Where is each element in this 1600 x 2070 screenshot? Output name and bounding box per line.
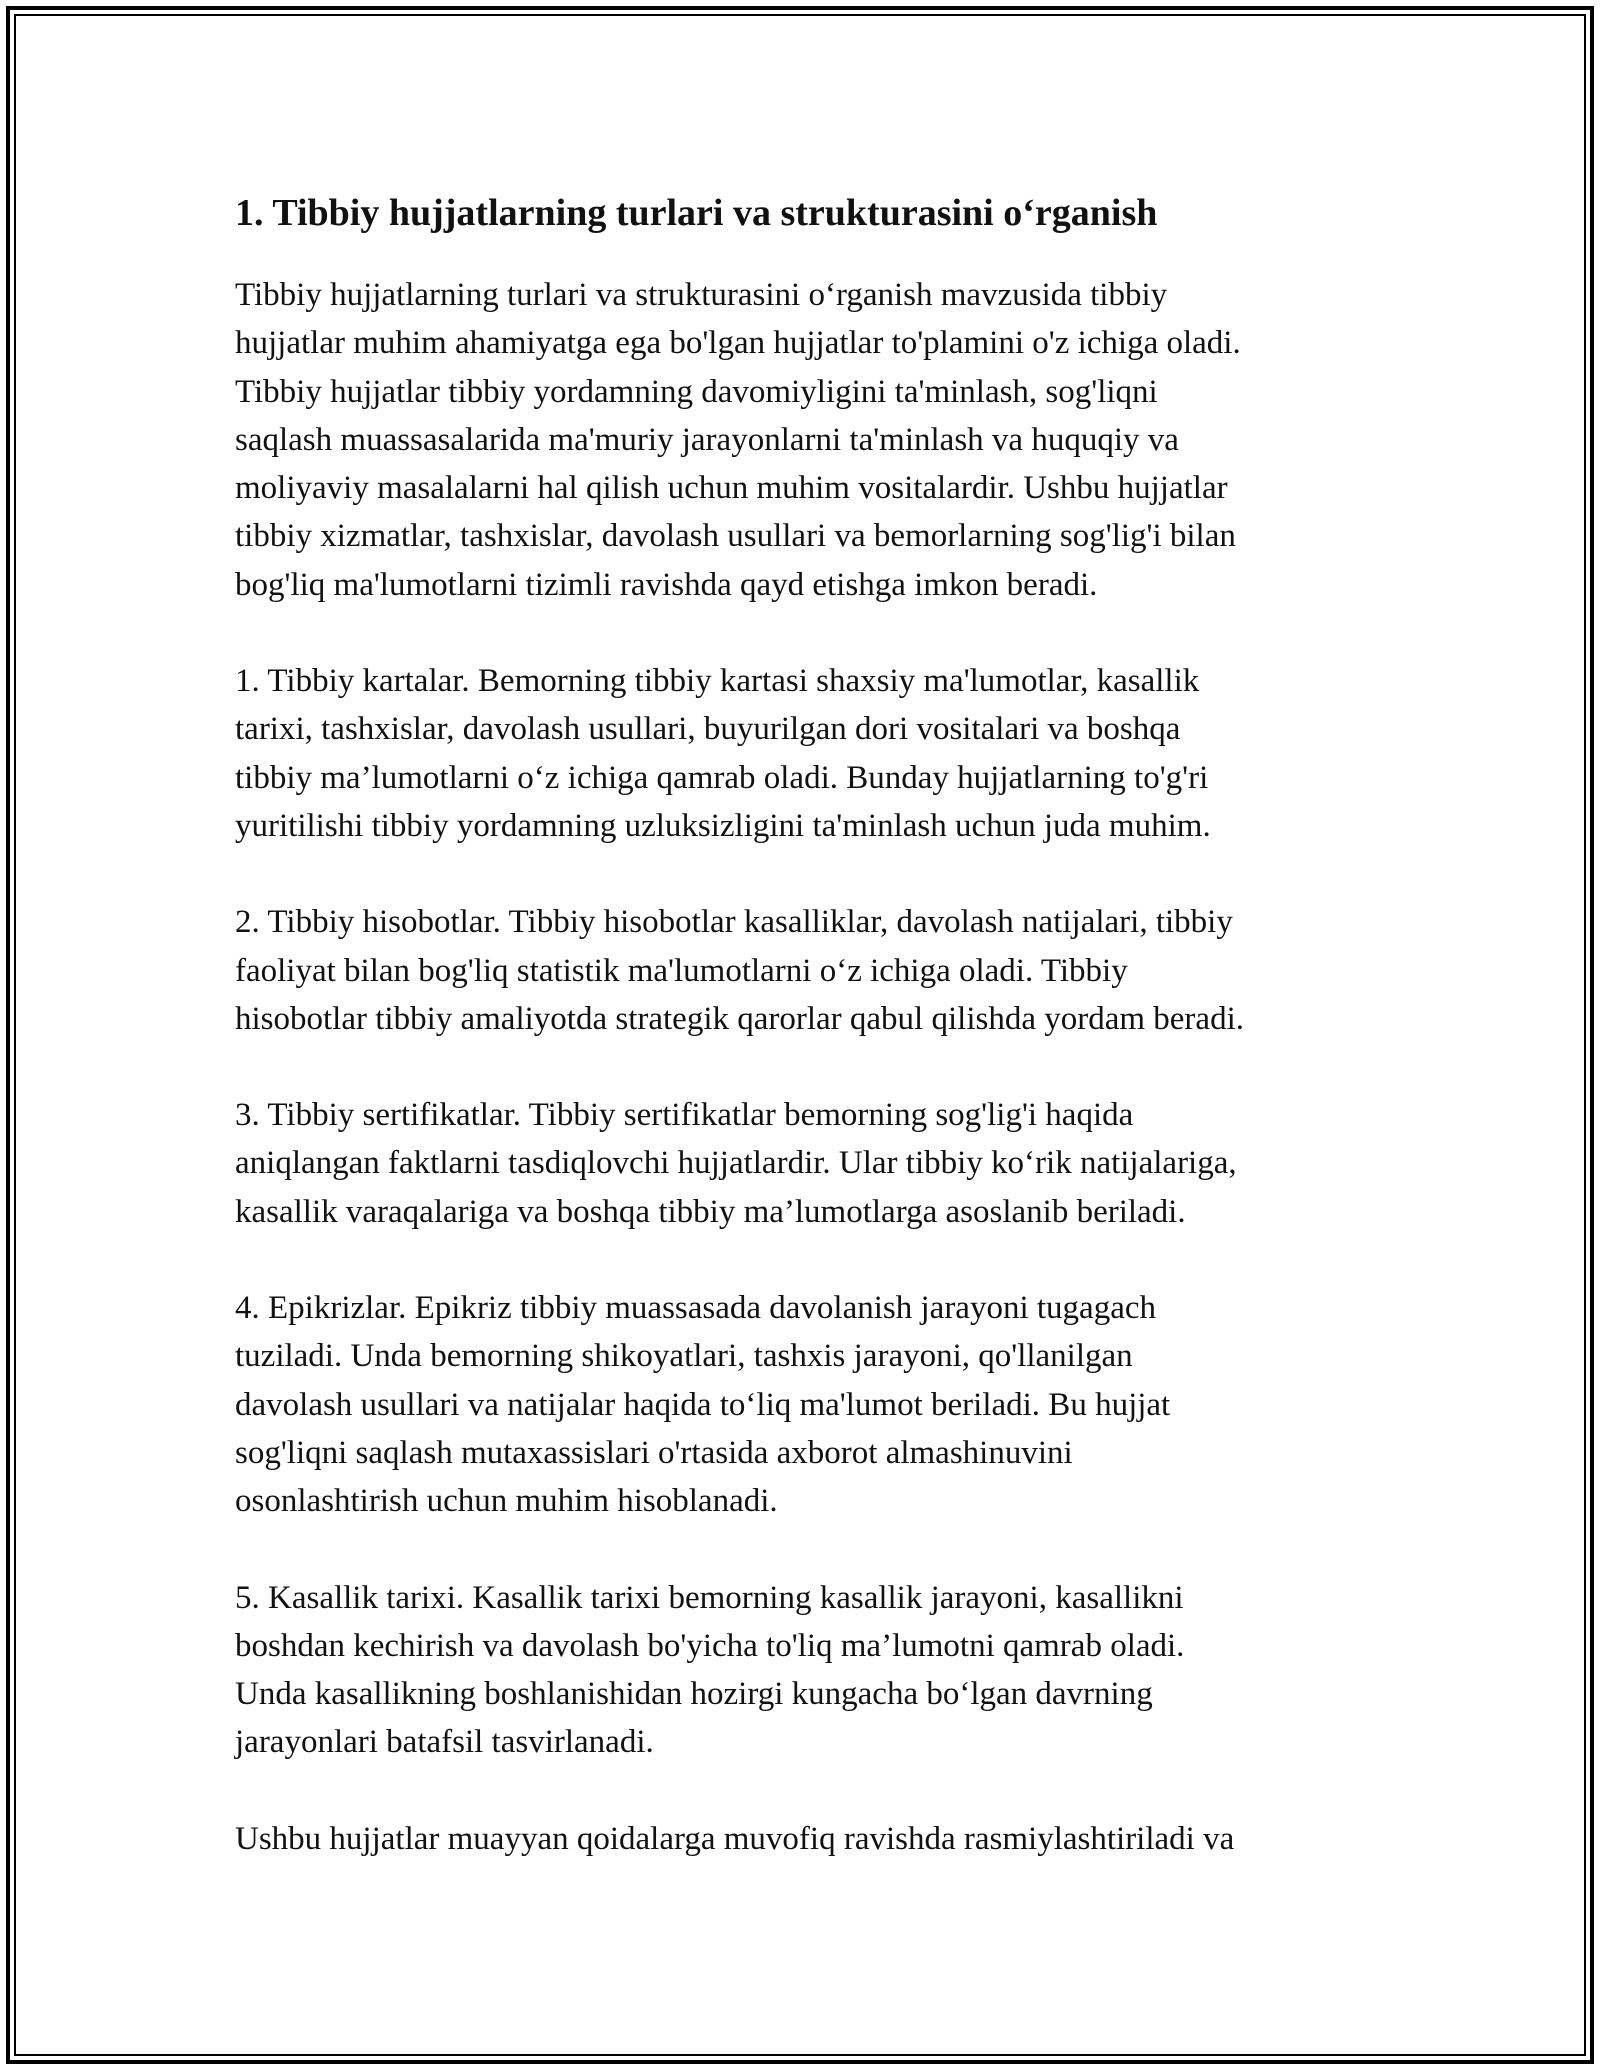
paragraph-medical-history: 5. Kasallik tarixi. Kasallik tarixi bemorning kasallik jarayoni, kasallikni boshdan kechirish va davolash bo'yicha to'liq ma’lumotni qamrab oladi. Unda kasallikning boshlanishidan hozirgi kungacha bo‘lgan davrning jarayonlari batafsil tasvirlanadi. <box>235 1579 1185 1761</box>
paragraph-medical-cards: 1. Tibbiy kartalar. Bemorning tibbiy kartasi shaxsiy ma'lumotlar, kasallik tarixi, tashxislar, davolash usullari, buyurilgan dori vositalari va boshqa tibbiy ma’lumotlarni o‘z ichiga qamrab oladi. Bunday hujjatlarning to'g'ri yuritilishi tibbiy yordamning uzluksizligini ta'minlash uchun juda muhim. <box>235 663 1211 844</box>
paragraph-medical-reports: 2. Tibbiy hisobotlar. Tibbiy hisobotlar kasalliklar, davolash natijalari, tibbiy faoliyat bilan bog'liq statistik ma'lumotlarni o‘z ichiga oladi. Tibbiy hisobotlar tibbiy amaliyotda strategik qarorlar qabul qilishda yordam beradi. <box>235 904 1244 1037</box>
intro-paragraph: Tibbiy hujjatlarning turlari va strukturasini o‘rganish mavzusida tibbiy hujjatlar muhim ahamiyatga ega bo'lgan hujjatlar to'plamini o'z ichiga oladi. Tibbiy hujjatlar tibbiy yordamning davomiyligini ta'minlash, sog'liqni saqlash muassasalarida ma'muriy jarayonlarni ta'minlash va huquqiy va moliyaviy masalalarni hal qilish uchun muhim vositalardir. Ushbu hujjatlar tibbiy xizmatlar, tashxislar, davolash usullari va bemorlarning sog'lig'i bilan bog'liq ma'lumotlarni tizimli ravishda qayd etishga imkon beradi. <box>235 277 1241 603</box>
closing-paragraph: Ushbu hujjatlar muayyan qoidalarga muvofiq ravishda rasmiylashtiriladi va <box>235 1820 1235 1857</box>
paragraph-epicrisis: 4. Epikrizlar. Epikriz tibbiy muassasada davolanish jarayoni tugagach tuziladi. Unda bemorning shikoyatlari, tashxis jarayoni, qo'llanilgan davolash usullari va natijalar haqida to‘liq ma'lumot beriladi. Bu hujjat sog'liqni saqlash mutaxassislari o'rtasida axborot almashinuvini osonlashtirish uchun muhim hisoblanadi. <box>235 1290 1171 1520</box>
paragraph-medical-certificates: 3. Tibbiy sertifikatlar. Tibbiy sertifikatlar bemorning sog'lig'i haqida aniqlangan faktlarni tasdiqlovchi hujjatlardir. Ular tibbiy ko‘rik natijalariga, kasallik varaqalariga va boshqa tibbiy ma’lumotlarga asoslanib beriladi. <box>235 1097 1237 1230</box>
document-title: 1. Tibbiy hujjatlarning turlari va strukturasini o‘rganish <box>235 192 1158 234</box>
document-body <box>235 183 1375 1911</box>
